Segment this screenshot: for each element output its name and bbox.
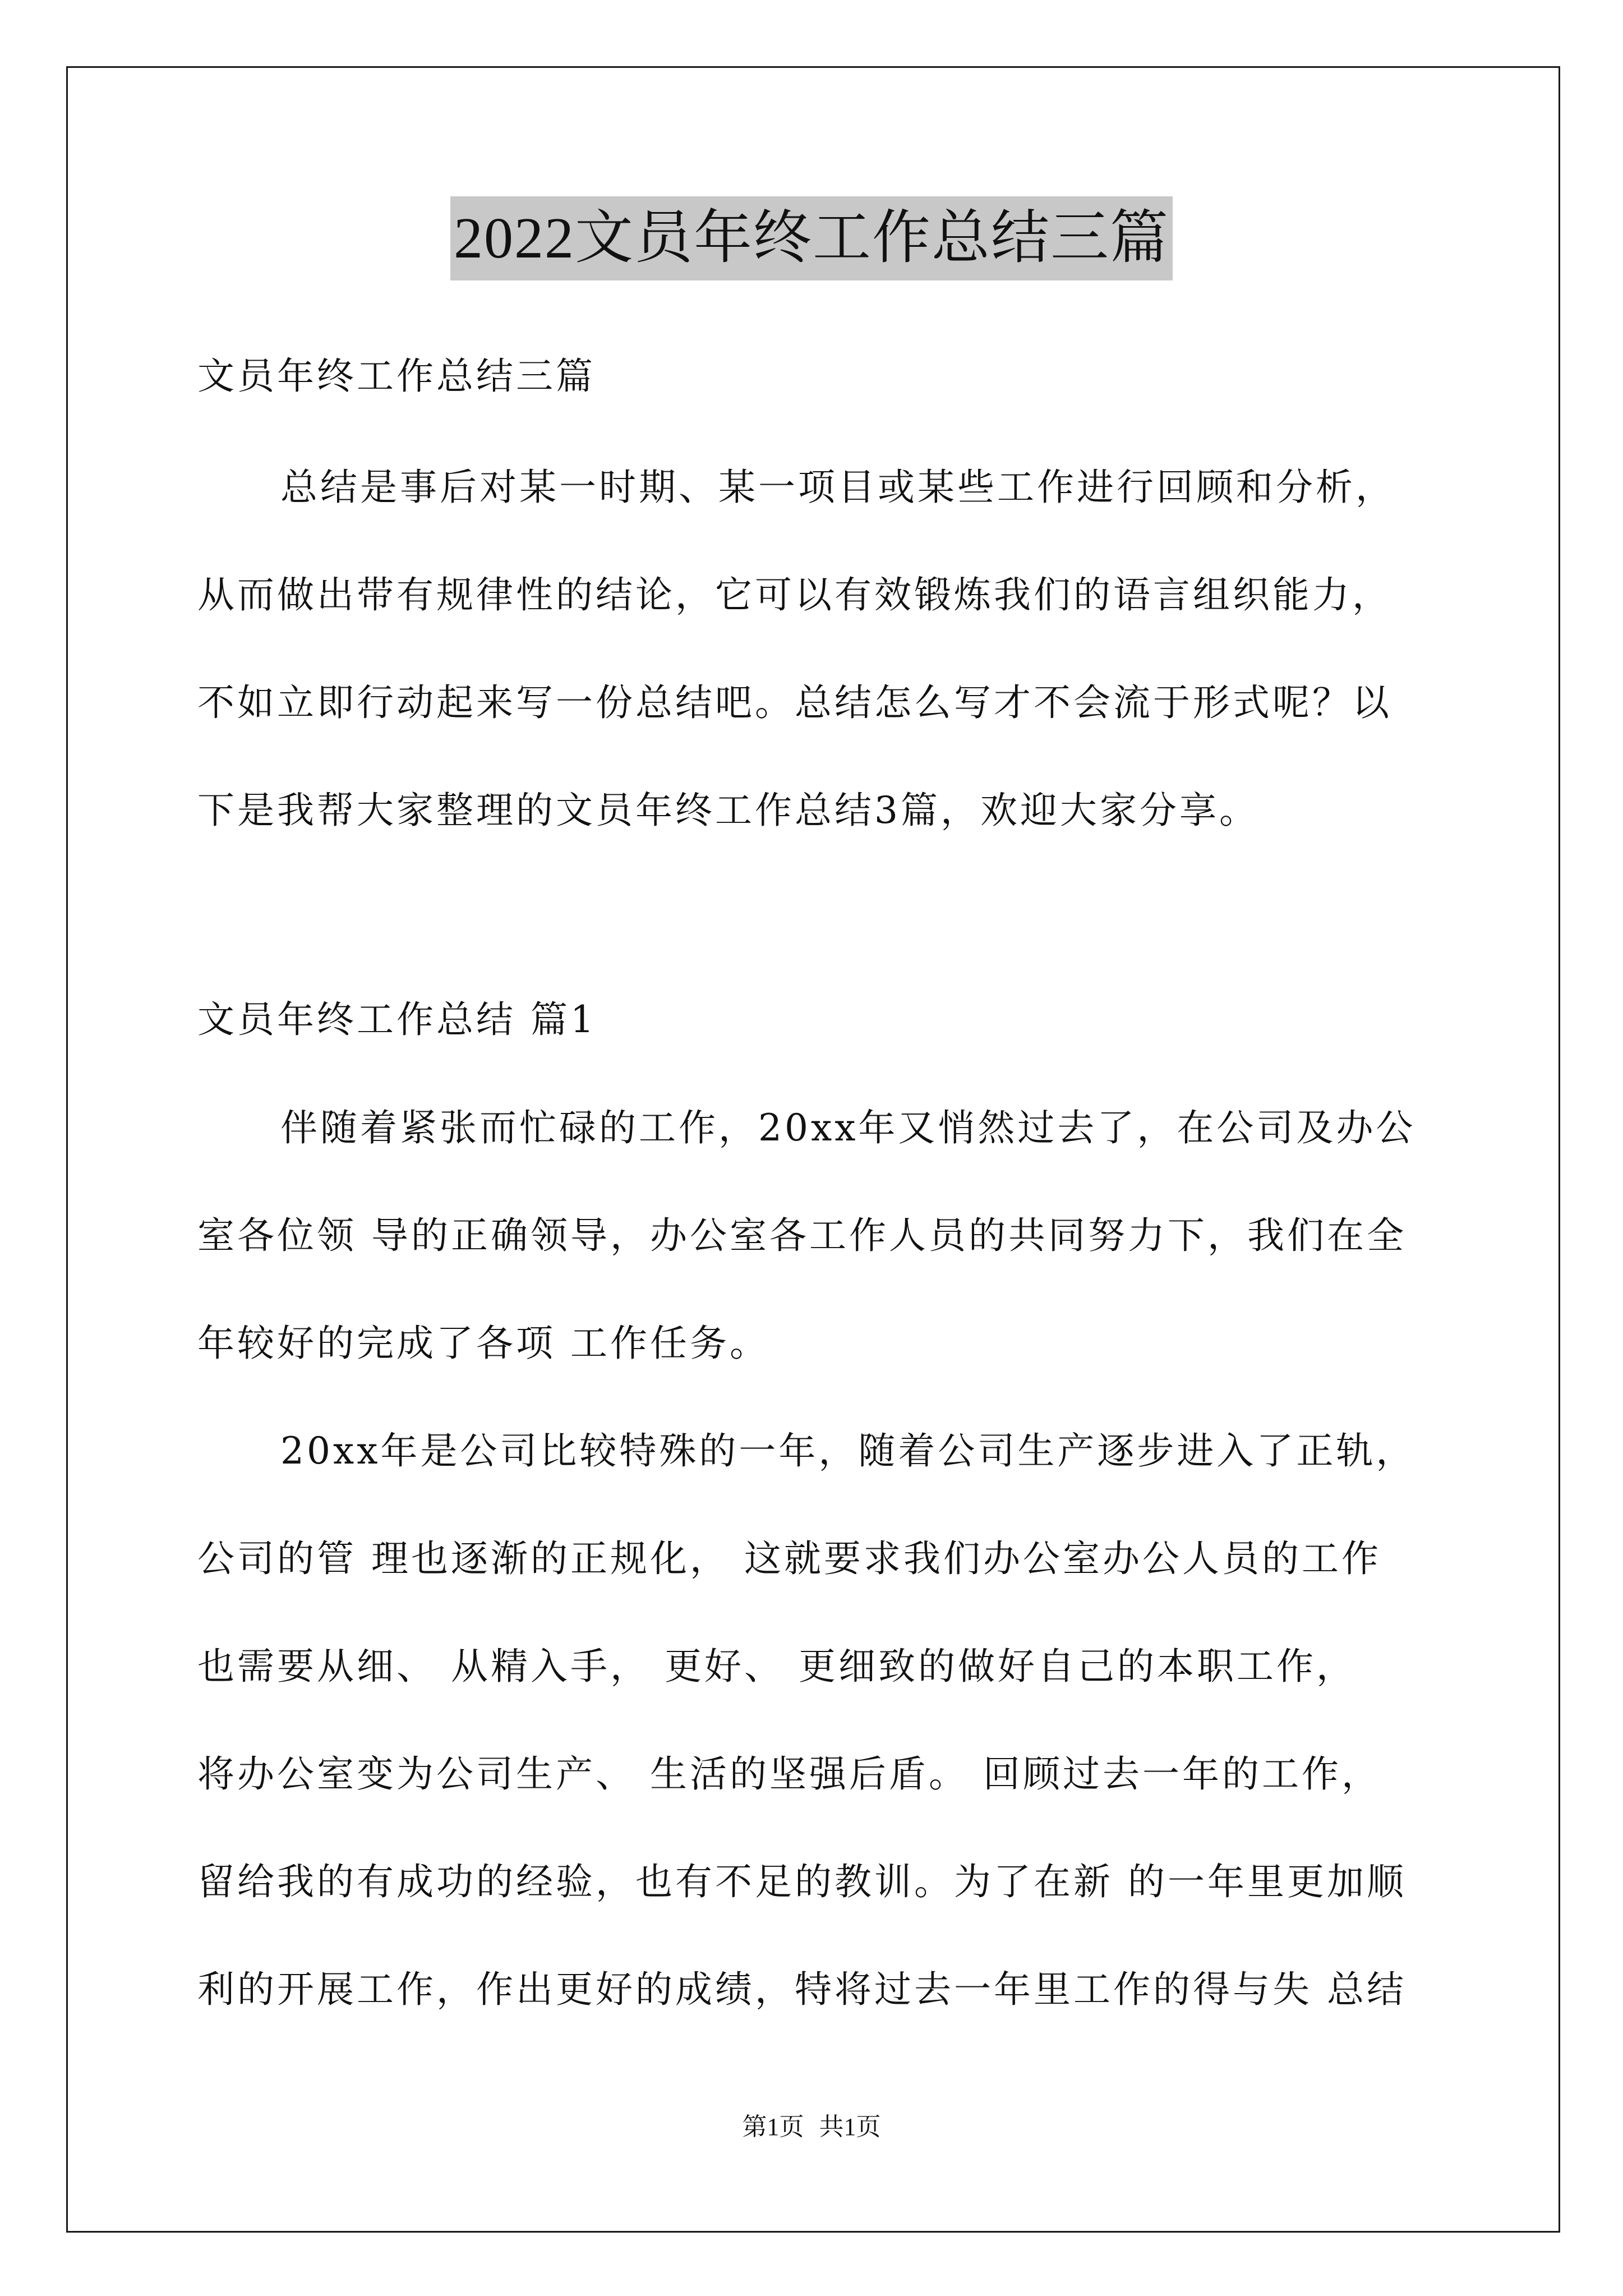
paragraph-line: 留给我的有成功的经验，也有不足的教训。为了在新 的一年里更加顺 [197, 1860, 1407, 1903]
paragraph-line: 将办公室变为公司生产、 生活的坚强后盾。 回顾过去一年的工作， [197, 1752, 1381, 1796]
paragraph-line: 伴随着紧张而忙碌的工作，20xx年又悄然过去了，在公司及办公 [280, 1106, 1416, 1149]
document-subtitle: 文员年终工作总结三篇 [197, 355, 596, 398]
paragraph-line: 年较好的完成了各项 工作任务。 [197, 1322, 769, 1365]
title-container [0, 196, 1623, 280]
paragraph-line: 总结是事后对某一时期、某一项目或某些工作进行回顾和分析， [280, 466, 1395, 509]
page-total: 共1页 [819, 2113, 881, 2141]
paragraph-line: 室各位领 导的正确领导，办公室各工作人员的共同努力下，我们在全 [197, 1214, 1407, 1257]
paragraph-line: 公司的管 理也逐渐的正规化， 这就要求我们办公室办公人员的工作 [197, 1537, 1381, 1580]
paragraph-line: 不如立即行动起来写一份总结吧。总结怎么写才不会流于形式呢？以 [197, 681, 1392, 724]
page-number: 第1页 [742, 2113, 804, 2141]
paragraph-line: 也需要从细、 从精入手， 更好、 更细致的做好自己的本职工作， [197, 1645, 1356, 1688]
document-title: 2022文员年终工作总结三篇 [450, 196, 1173, 280]
page-footer [0, 2106, 1623, 2142]
paragraph-line: 从而做出带有规律性的结论，它可以有效锻炼我们的语言组织能力， [197, 573, 1392, 616]
paragraph-line: 20xx年是公司比较特殊的一年，随着公司生产逐步进入了正轨， [280, 1429, 1416, 1473]
paragraph-line: 利的开展工作，作出更好的成绩，特将过去一年里工作的得与失 总结 [197, 1968, 1407, 2011]
paragraph-line: 下是我帮大家整理的文员年终工作总结3篇，欢迎大家分享。 [197, 789, 1259, 832]
section-heading: 文员年终工作总结 篇1 [197, 998, 597, 1041]
